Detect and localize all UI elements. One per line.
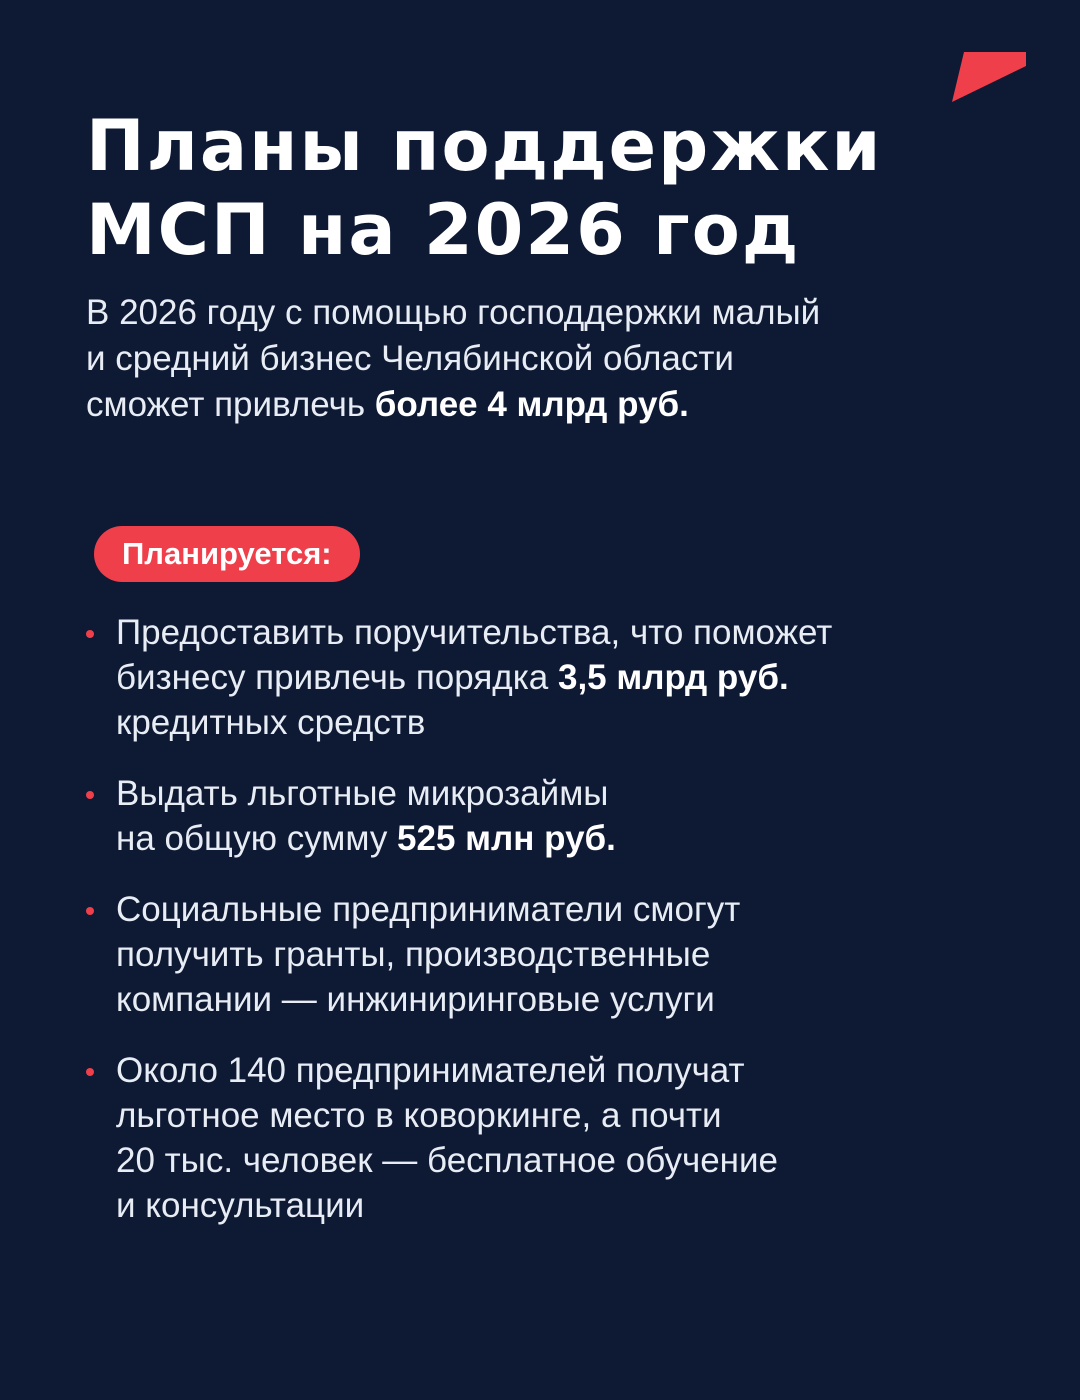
intro-line (86, 382, 986, 428)
planned-badge: Планируется: (94, 526, 360, 582)
title-line: Планы поддержки (86, 105, 883, 187)
item-line: льготное место в коворкинге, а почти (116, 1096, 722, 1135)
item-line: кредитных средств (116, 703, 426, 742)
item-line: 20 тыс. человек — бесплатное обучение (116, 1141, 779, 1180)
intro-paragraph (86, 290, 986, 428)
title-line: МСП на 2026 год (86, 189, 801, 271)
bullet-dot-icon (86, 791, 94, 799)
intro-text: сможет привлечь (86, 385, 375, 424)
list-item (86, 610, 1006, 745)
item-highlight: 525 млн руб. (397, 819, 616, 858)
item-text: бизнесу привлечь порядка (116, 658, 558, 697)
intro-line: В 2026 году с помощью господдержки малый (86, 293, 821, 332)
item-line: Предоставить поручительства, что поможет (116, 613, 833, 652)
bullet-dot-icon (86, 907, 94, 915)
item-line: получить гранты, производственные (116, 935, 711, 974)
bullet-dot-icon (86, 1068, 94, 1076)
item-line: Выдать льготные микрозаймы (116, 774, 609, 813)
item-line: Около 140 предпринимателей получат (116, 1051, 745, 1090)
list-item (86, 771, 1006, 861)
page-title (86, 104, 882, 272)
item-line (116, 655, 1006, 700)
intro-line: и средний бизнес Челябинской области (86, 339, 734, 378)
list-item (86, 887, 1006, 1022)
bullet-dot-icon (86, 630, 94, 638)
plans-list (86, 610, 1006, 1254)
item-line: Социальные предприниматели смогут (116, 890, 741, 929)
item-line (116, 816, 1006, 861)
brand-logo-icon (952, 52, 1026, 102)
item-highlight: 3,5 млрд руб. (557, 658, 789, 697)
list-item (86, 1048, 1006, 1228)
item-line: и консультации (116, 1186, 365, 1225)
intro-highlight: более 4 млрд руб. (374, 385, 689, 424)
item-line: компании — инжиниринговые услуги (116, 980, 715, 1019)
item-text: на общую сумму (116, 819, 398, 858)
